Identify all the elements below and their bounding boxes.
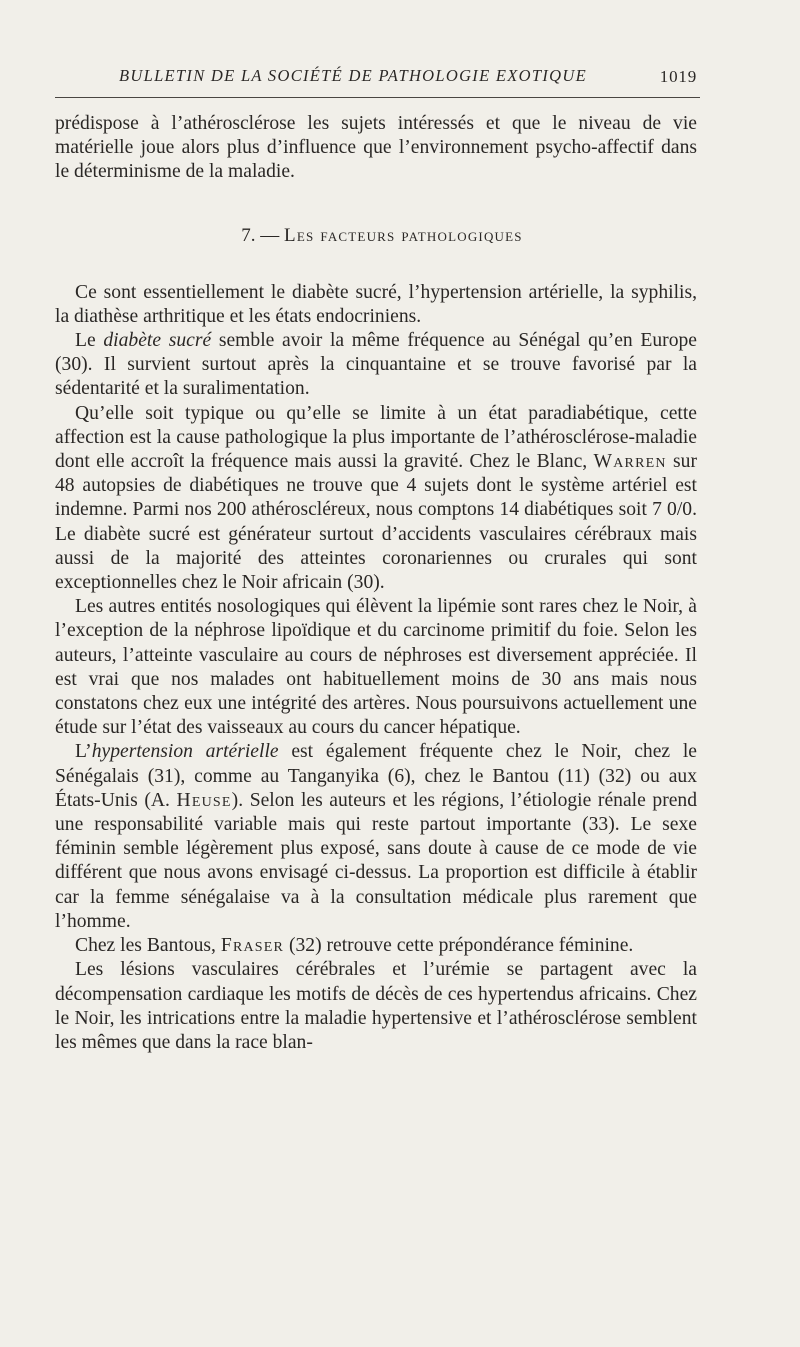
author-name: Heuse	[176, 789, 232, 811]
paragraph	[55, 740, 697, 934]
paragraph-text: Qu’elle soit typique ou qu’elle se limite à un état paradiabétique, cette affection est la cause pathologique la plus importante de l’athérosclérose-maladie dont elle accroît la fréquence mais aussi la gravité. Chez le Blanc,	[55, 402, 697, 473]
paragraph	[55, 934, 697, 958]
section-heading	[55, 224, 697, 248]
paragraph-text: Les autres entités nosologiques qui élèvent la lipémie sont rares chez le Noir, à l’exception de la néphrose lipoïdique et du carcinome primitif du foie. Selon les auteurs, l’atteinte vasculaire au cours de néphroses est diversement appréciée. Il est vrai que nos malades ont habituellement moins de 30 ans mais nous constatons chez eux une intégrité des artères. Nous poursuivons actuellement une étude sur l’état des vaisseaux au cours du cancer hépatique.	[55, 596, 697, 739]
paragraph	[55, 281, 697, 329]
italic-term: diabète sucré	[103, 330, 212, 352]
paragraph	[55, 329, 697, 402]
paragraph	[55, 958, 697, 1055]
paragraph-continuation	[55, 112, 697, 185]
paragraph-text: Le	[75, 330, 104, 352]
paragraph-text: Les lésions vasculaires cérébrales et l’urémie se partagent avec la décompensation cardiaque les motifs de décès de ces hypertendus africains. Chez le Noir, les intrications entre la maladie hypertensive et l’athérosclérose semblent les mêmes que dans la race blan-	[55, 959, 697, 1053]
paragraph	[55, 595, 697, 740]
spacer	[55, 248, 697, 281]
paragraph-text: (32) retrouve cette prépondérance féminine.	[284, 935, 634, 957]
spacer	[55, 185, 697, 224]
author-name: Warren	[593, 451, 667, 473]
paragraph-text: prédispose à l’athérosclérose les sujets intéressés et que le niveau de vie matérielle joue alors plus d’influence que l’environnement psycho-affectif dans le déterminisme de la maladie.	[55, 113, 697, 183]
page-number: 1019	[659, 67, 697, 86]
section-dash: —	[260, 224, 280, 246]
body-text	[55, 112, 697, 1055]
italic-term: hypertension artérielle	[91, 741, 279, 763]
author-name: Fraser	[220, 935, 285, 957]
header-rule	[55, 97, 700, 98]
paragraph	[55, 402, 697, 596]
paragraph-text: L’	[75, 741, 92, 763]
section-number: 7.	[241, 224, 256, 246]
paragraph-text: est également fréquente chez le Noir, chez le Sénégalais (31), comme au Tanganyika (6), chez le Bantou (11) (32) ou aux États-Unis (A.	[55, 741, 697, 811]
paragraph-text: semble avoir la même fréquence au Sénégal qu’en Europe (30). Il survient surtout après la cinquantaine et se trouve favorisé par la sédentarité et la suralimentation.	[55, 330, 697, 400]
page-header	[55, 66, 700, 96]
paragraph-text: Chez les Bantous,	[75, 935, 221, 957]
running-title: BULLETIN DE LA SOCIÉTÉ DE PATHOLOGIE EXOTIQUE	[119, 66, 587, 85]
paragraph-text: ). Selon les auteurs et les régions, l’étiologie rénale prend une responsabilité variable mais qui reste partout importante (33). Le sexe féminin semble légèrement plus exposé, sans doute à cause de ce mode de vie différent que nous avons envisagé ci-dessus. La proportion est difficile à établir car la femme sénégalaise va à la consultation médicale plus rarement que l’homme.	[55, 789, 698, 932]
paragraph-text: Ce sont essentiellement le diabète sucré, l’hypertension artérielle, la syphilis, la diathèse arthritique et les états endocriniens.	[55, 281, 697, 327]
section-title: Les facteurs pathologiques	[284, 224, 523, 246]
paragraph-text: sur 48 autopsies de diabétiques ne trouve que 4 sujets dont le système artériel est indemne. Parmi nos 200 athéroscléreux, nous comptons 14 diabétiques soit 7 0/0. Le diabète sucré est générateur surtout d’accidents vasculaires cérébraux mais aussi de la majorité des atteintes coronariennes ou crurales qui sont exceptionnelles chez le Noir africain (30).	[55, 451, 697, 594]
